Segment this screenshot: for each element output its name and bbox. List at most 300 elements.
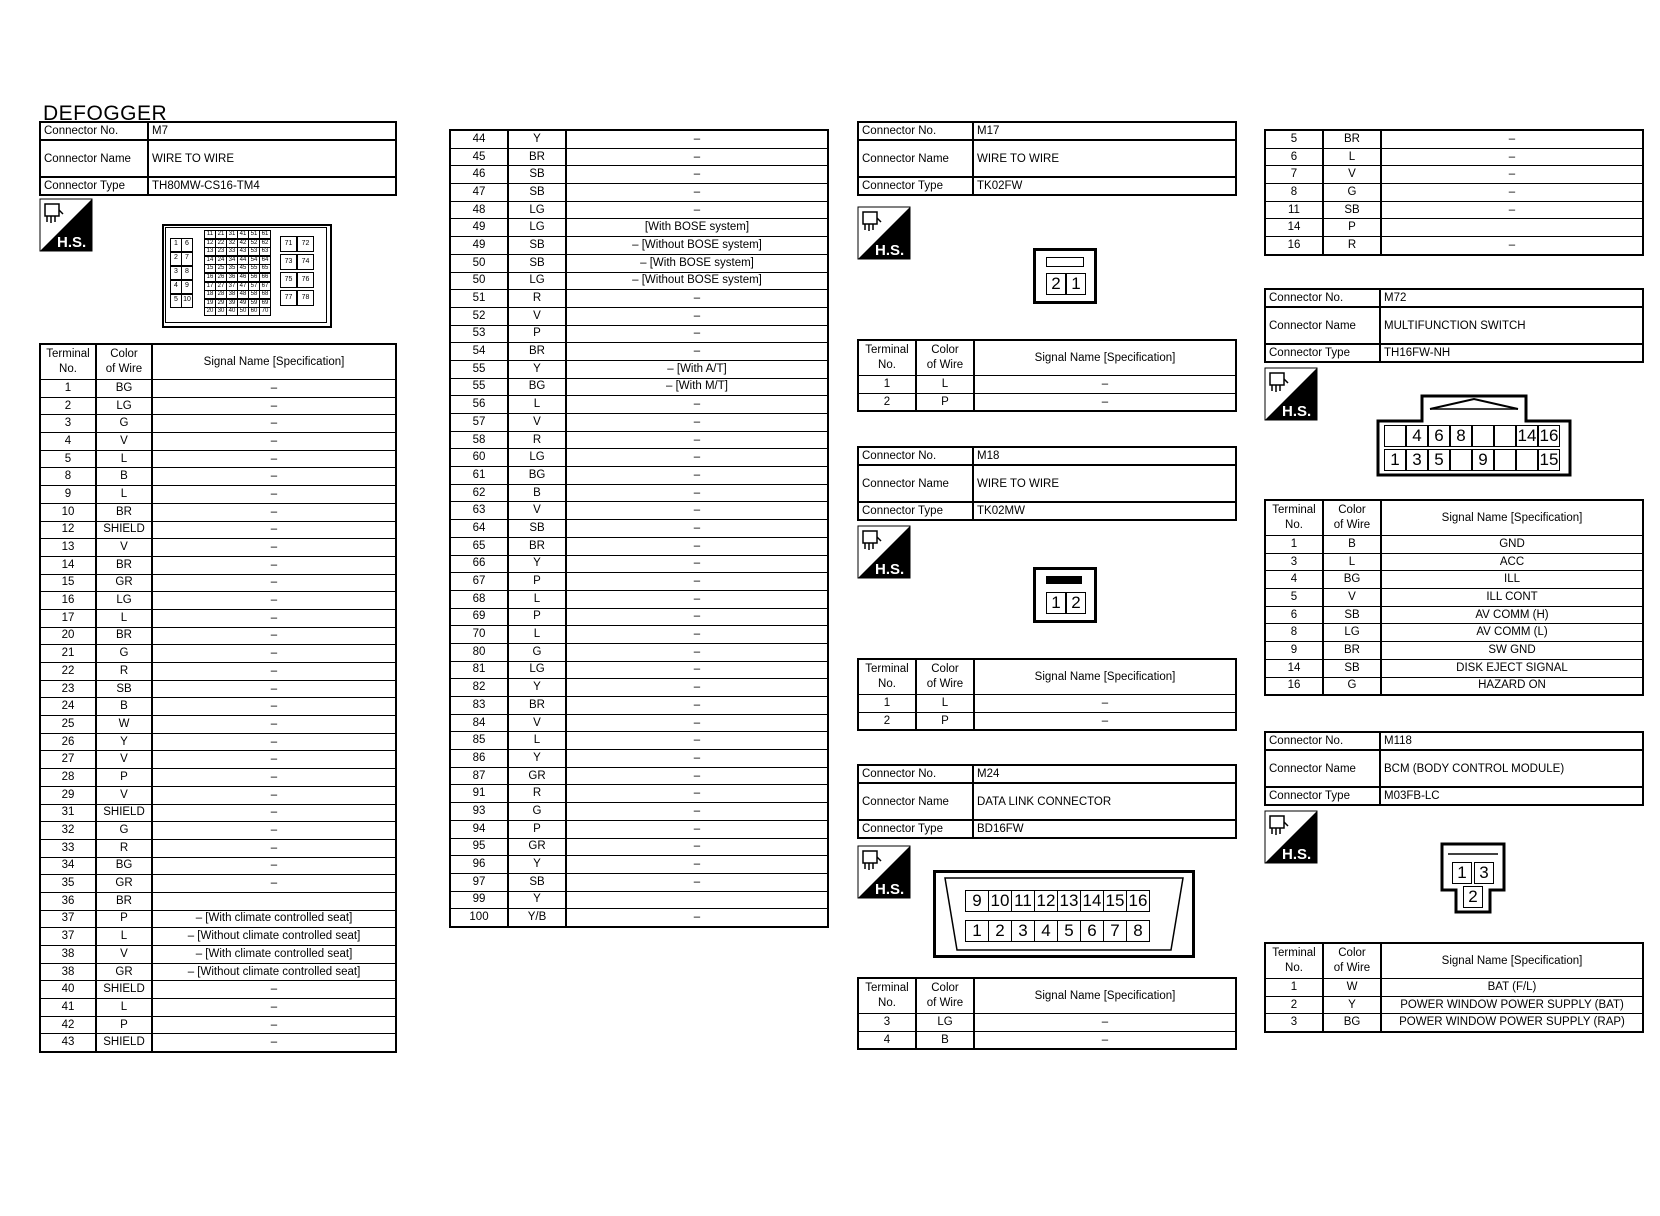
table-row (858, 712, 1236, 730)
signal-name: – (566, 130, 828, 148)
wire-color: P (96, 1016, 152, 1034)
table-row (450, 537, 828, 555)
signal-name: – (152, 981, 396, 999)
wire-color: L (508, 590, 566, 608)
terminal-no: 10 (40, 503, 96, 521)
pin: 15 (1103, 890, 1127, 912)
wire-color: L (96, 450, 152, 468)
connector-m17-diagram (1033, 248, 1097, 304)
terminal-no: 84 (450, 714, 508, 732)
pin (1384, 425, 1406, 447)
terminal-no: 5 (40, 450, 96, 468)
signal-name: – (1381, 237, 1643, 255)
connector-m17-table (857, 339, 1237, 412)
table-row (450, 272, 828, 290)
table-row (1265, 553, 1643, 571)
pin: 5 (1057, 920, 1081, 942)
wire-color: V (96, 539, 152, 557)
signal-name: – (152, 380, 396, 398)
wire-color: LG (508, 219, 566, 237)
terminal-no: 17 (40, 609, 96, 627)
signal-name: – (1381, 201, 1643, 219)
wire-color: P (1323, 219, 1381, 237)
pin: 49 (237, 299, 249, 308)
signal-name (152, 892, 396, 910)
terminal-no: 67 (450, 573, 508, 591)
signal-name: – (152, 680, 396, 698)
pin: 2 (988, 920, 1012, 942)
terminal-no: 20 (40, 627, 96, 645)
wire-color: LG (508, 272, 566, 290)
wire-color: SB (508, 184, 566, 202)
signal-name: DISK EJECT SIGNAL (1381, 659, 1643, 677)
wire-color: Y (508, 360, 566, 378)
table-row (40, 627, 396, 645)
signal-name: – (1381, 130, 1643, 148)
terminal-no: 2 (858, 393, 916, 411)
signal-name: POWER WINDOW POWER SUPPLY (BAT) (1381, 996, 1643, 1014)
wire-color: BR (1323, 642, 1381, 660)
pin: 4 (1034, 920, 1058, 942)
wire-color: GR (96, 963, 152, 981)
table-row (450, 290, 828, 308)
terminal-no: 64 (450, 520, 508, 538)
pin: 57 (248, 282, 260, 291)
signal-name: – (974, 376, 1236, 394)
wire-color: LG (96, 397, 152, 415)
connector-type-value: BD16FW (973, 820, 1236, 838)
connector-m72-table (1264, 499, 1644, 696)
table-row (40, 999, 396, 1017)
signal-name: BAT (F/L) (1381, 979, 1643, 997)
header-color: Color of Wire (916, 978, 974, 1014)
wire-color: BR (96, 892, 152, 910)
table-row (1265, 979, 1643, 997)
wire-color: V (508, 714, 566, 732)
pin: 13 (1057, 890, 1081, 912)
terminal-no: 22 (40, 663, 96, 681)
header-terminal: Terminal No. (1265, 500, 1323, 536)
pin: 66 (259, 273, 271, 282)
signal-name: – (152, 627, 396, 645)
terminal-no: 38 (40, 963, 96, 981)
table-row (450, 856, 828, 874)
pin: 4 (170, 280, 182, 294)
svg-text:H.S.: H.S. (1282, 403, 1312, 420)
signal-name: – (566, 608, 828, 626)
wire-color: R (508, 431, 566, 449)
connector-type-value: TH80MW-CS16-TM4 (148, 177, 396, 195)
label-connector-no: Connector No. (858, 447, 973, 465)
table-row (40, 433, 396, 451)
pin (1472, 425, 1494, 447)
signal-name: – (1381, 184, 1643, 202)
connector-name-value: DATA LINK CONNECTOR (973, 783, 1236, 820)
terminal-no: 97 (450, 873, 508, 891)
table-row (40, 397, 396, 415)
signal-name: – (566, 573, 828, 591)
table-row (40, 698, 396, 716)
signal-name: – (152, 574, 396, 592)
harness-side-icon (857, 525, 911, 579)
pin: 12 (204, 239, 216, 248)
table-row (1265, 606, 1643, 624)
header-terminal: Terminal No. (40, 344, 96, 380)
pin: 5 (1428, 449, 1450, 471)
signal-name: – (152, 822, 396, 840)
signal-name: – (974, 712, 1236, 730)
signal-name: – [Without climate controlled seat] (152, 963, 396, 981)
terminal-no: 57 (450, 414, 508, 432)
table-row (40, 1016, 396, 1034)
wire-color: V (1323, 589, 1381, 607)
signal-name: ILL (1381, 571, 1643, 589)
pin: 3 (1011, 920, 1035, 942)
wire-color: BR (508, 343, 566, 361)
wire-color: L (96, 928, 152, 946)
signal-name: – (566, 661, 828, 679)
signal-name: – (152, 1034, 396, 1052)
pin: 24 (215, 256, 227, 265)
header-terminal: Terminal No. (858, 978, 916, 1014)
signal-name: – [With M/T] (566, 378, 828, 396)
terminal-no: 38 (40, 946, 96, 964)
connector-name-value: WIRE TO WIRE (148, 140, 396, 177)
table-row (1265, 659, 1643, 677)
wire-color: V (1323, 166, 1381, 184)
table-row (40, 822, 396, 840)
wire-color: Y (508, 750, 566, 768)
pin: 73 (280, 254, 297, 270)
terminal-no: 4 (1265, 571, 1323, 589)
pin (1450, 449, 1472, 471)
pin: 35 (226, 264, 238, 273)
table-row (40, 946, 396, 964)
table-row (40, 645, 396, 663)
pin: 1 (1046, 592, 1066, 614)
signal-name: – (566, 184, 828, 202)
wire-color: L (508, 396, 566, 414)
terminal-no: 41 (40, 999, 96, 1017)
terminal-no: 26 (40, 733, 96, 751)
pin: 22 (215, 239, 227, 248)
wire-color: GR (508, 838, 566, 856)
signal-name: – (566, 785, 828, 803)
signal-name: – (152, 733, 396, 751)
wire-color: SB (508, 520, 566, 538)
pin: 6 (1428, 425, 1450, 447)
pin: 3 (1474, 862, 1494, 884)
wire-color: BR (96, 556, 152, 574)
wire-color: B (1323, 536, 1381, 554)
signal-name: – (566, 502, 828, 520)
terminal-no: 2 (858, 712, 916, 730)
pin: 54 (248, 256, 260, 265)
table-row (1265, 166, 1643, 184)
header-color: Color of Wire (96, 344, 152, 380)
terminal-no: 1 (1265, 536, 1323, 554)
signal-name: ILL CONT (1381, 589, 1643, 607)
wire-color: P (916, 712, 974, 730)
pin: 15 (1539, 450, 1559, 469)
signal-name: – (566, 643, 828, 661)
pin: 9 (181, 280, 193, 294)
svg-text:H.S.: H.S. (875, 881, 905, 898)
wire-color: L (1323, 553, 1381, 571)
wire-color: G (96, 822, 152, 840)
signal-name: AV COMM (L) (1381, 624, 1643, 642)
pin: 21 (215, 230, 227, 239)
pin: 76 (297, 272, 314, 288)
pin: 5 (170, 294, 182, 308)
signal-name: – (152, 592, 396, 610)
table-row (450, 803, 828, 821)
terminal-no: 27 (40, 751, 96, 769)
terminal-no: 7 (1265, 166, 1323, 184)
table-row (450, 396, 828, 414)
wire-color: W (1323, 979, 1381, 997)
signal-name: – (1381, 148, 1643, 166)
signal-name: – (566, 290, 828, 308)
table-row (450, 608, 828, 626)
pin: 1 (1066, 273, 1086, 295)
connector-type-value: M03FB-LC (1380, 787, 1643, 805)
table-row (450, 184, 828, 202)
signal-name: – [Without BOSE system] (566, 237, 828, 255)
wire-color: Y (508, 856, 566, 874)
table-row (450, 219, 828, 237)
terminal-no: 29 (40, 786, 96, 804)
terminal-no: 50 (450, 272, 508, 290)
table-row (450, 520, 828, 538)
table-row (1265, 237, 1643, 255)
signal-name: – (566, 467, 828, 485)
pin: 65 (259, 264, 271, 273)
connector-m118-diagram (1440, 842, 1506, 914)
pin: 47 (237, 282, 249, 291)
table-row (40, 539, 396, 557)
pin: 4 (1406, 425, 1428, 447)
terminal-no: 100 (450, 909, 508, 927)
table-row (40, 839, 396, 857)
wire-color: P (508, 573, 566, 591)
pin: 44 (237, 256, 249, 265)
terminal-no: 49 (450, 219, 508, 237)
terminal-no: 9 (1265, 642, 1323, 660)
wire-color: Y (1323, 996, 1381, 1014)
terminal-no: 32 (40, 822, 96, 840)
pin: 69 (259, 299, 271, 308)
wire-color: Y/B (508, 909, 566, 927)
pin: 31 (226, 230, 238, 239)
signal-name: – (1381, 166, 1643, 184)
wire-color: SB (508, 237, 566, 255)
terminal-no: 58 (450, 431, 508, 449)
wire-color: BR (508, 697, 566, 715)
wire-color: G (508, 803, 566, 821)
signal-name: – (974, 1014, 1236, 1032)
table-row (450, 130, 828, 148)
signal-name: POWER WINDOW POWER SUPPLY (RAP) (1381, 1014, 1643, 1032)
header-color: Color of Wire (916, 659, 974, 695)
connector-m72-diagram (1370, 393, 1578, 477)
wire-color: Y (508, 679, 566, 697)
pin: 7 (1103, 920, 1127, 942)
pin: 20 (204, 307, 216, 316)
table-row (40, 380, 396, 398)
signal-name: – (152, 645, 396, 663)
table-row (40, 592, 396, 610)
pin: 12 (1034, 890, 1058, 912)
signal-name: – (152, 804, 396, 822)
header-color: Color of Wire (1323, 500, 1381, 536)
signal-name: – (152, 751, 396, 769)
terminal-no: 49 (450, 237, 508, 255)
header-signal: Signal Name [Specification] (1381, 943, 1643, 979)
table-row (858, 1031, 1236, 1049)
table-row (40, 663, 396, 681)
terminal-no: 40 (40, 981, 96, 999)
table-row (1265, 624, 1643, 642)
terminal-no: 3 (40, 415, 96, 433)
signal-name: – (566, 201, 828, 219)
table-row (450, 254, 828, 272)
table-row (40, 415, 396, 433)
table-row (450, 467, 828, 485)
wire-color: L (508, 732, 566, 750)
wire-color: G (1323, 184, 1381, 202)
label-connector-type: Connector Type (1265, 787, 1380, 805)
table-row (450, 343, 828, 361)
table-row (450, 767, 828, 785)
label-connector-type: Connector Type (858, 177, 973, 195)
pin: 7 (181, 252, 193, 266)
terminal-no: 87 (450, 767, 508, 785)
svg-text:H.S.: H.S. (875, 242, 905, 259)
connector-m24-header (857, 764, 1237, 839)
label-connector-no: Connector No. (1265, 289, 1380, 307)
signal-name: – (152, 521, 396, 539)
table-row (450, 378, 828, 396)
table-row (858, 695, 1236, 713)
wire-color: SHIELD (96, 1034, 152, 1052)
table-row (450, 679, 828, 697)
harness-side-icon (39, 198, 93, 252)
terminal-no: 37 (40, 928, 96, 946)
signal-name: – (566, 767, 828, 785)
table-row (40, 450, 396, 468)
table-row (1265, 589, 1643, 607)
signal-name: – (566, 520, 828, 538)
terminal-no: 66 (450, 555, 508, 573)
wire-color: LG (508, 449, 566, 467)
harness-side-icon (857, 206, 911, 260)
wire-color: BR (96, 627, 152, 645)
wire-color: L (508, 626, 566, 644)
table-row (40, 574, 396, 592)
terminal-no: 21 (40, 645, 96, 663)
signal-name: – (566, 909, 828, 927)
connector-m18-diagram (1033, 567, 1097, 623)
wire-color: SB (96, 680, 152, 698)
terminal-no: 35 (40, 875, 96, 893)
table-row (1265, 1014, 1643, 1032)
header-color: Color of Wire (916, 340, 974, 376)
signal-name: HAZARD ON (1381, 677, 1643, 695)
header-terminal: Terminal No. (1265, 943, 1323, 979)
wire-color: SB (508, 254, 566, 272)
pin: 52 (248, 239, 260, 248)
pin: 62 (259, 239, 271, 248)
connector-name-value: MULTIFUNCTION SWITCH (1380, 307, 1643, 344)
terminal-no: 46 (450, 166, 508, 184)
wire-color: SB (1323, 606, 1381, 624)
terminal-no: 14 (1265, 219, 1323, 237)
terminal-no: 45 (450, 148, 508, 166)
wire-color: Y (508, 130, 566, 148)
table-row (1265, 184, 1643, 202)
terminal-no: 82 (450, 679, 508, 697)
hs-label: H.S. (57, 234, 87, 251)
signal-name: GND (1381, 536, 1643, 554)
pin: 15 (204, 264, 216, 273)
connector-m7-header (39, 121, 397, 196)
label-connector-name: Connector Name (1265, 307, 1380, 344)
pin: 36 (226, 273, 238, 282)
label-connector-no: Connector No. (40, 122, 148, 140)
table-row (450, 555, 828, 573)
terminal-no: 81 (450, 661, 508, 679)
header-signal: Signal Name [Specification] (974, 659, 1236, 695)
terminal-no: 14 (1265, 659, 1323, 677)
pin: 14 (204, 256, 216, 265)
signal-name: – (152, 786, 396, 804)
wire-color: BG (96, 857, 152, 875)
terminal-no: 8 (1265, 624, 1323, 642)
table-row (450, 360, 828, 378)
table-row (450, 590, 828, 608)
signal-name: – (566, 166, 828, 184)
terminal-no: 1 (858, 376, 916, 394)
connector-type-value: TK02MW (973, 502, 1236, 520)
pin: 38 (226, 290, 238, 299)
wire-color: G (96, 415, 152, 433)
terminal-no: 69 (450, 608, 508, 626)
wire-color: GR (508, 767, 566, 785)
wire-color: L (96, 486, 152, 504)
wire-color: R (96, 663, 152, 681)
table-row (858, 393, 1236, 411)
pin: 72 (297, 236, 314, 252)
terminal-no: 16 (1265, 237, 1323, 255)
signal-name: ACC (1381, 553, 1643, 571)
signal-name: – (152, 769, 396, 787)
terminal-no: 70 (450, 626, 508, 644)
signal-name: – (566, 873, 828, 891)
pin: 1 (1384, 449, 1406, 471)
pin: 14 (1517, 426, 1537, 445)
pin: 26 (215, 273, 227, 282)
pin: 17 (204, 282, 216, 291)
pin: 2 (1046, 273, 1066, 295)
signal-name: – (152, 415, 396, 433)
terminal-no: 14 (40, 556, 96, 574)
terminal-no: 25 (40, 716, 96, 734)
signal-name: – (566, 732, 828, 750)
wire-color: V (508, 414, 566, 432)
table-row (40, 468, 396, 486)
table-row (450, 573, 828, 591)
